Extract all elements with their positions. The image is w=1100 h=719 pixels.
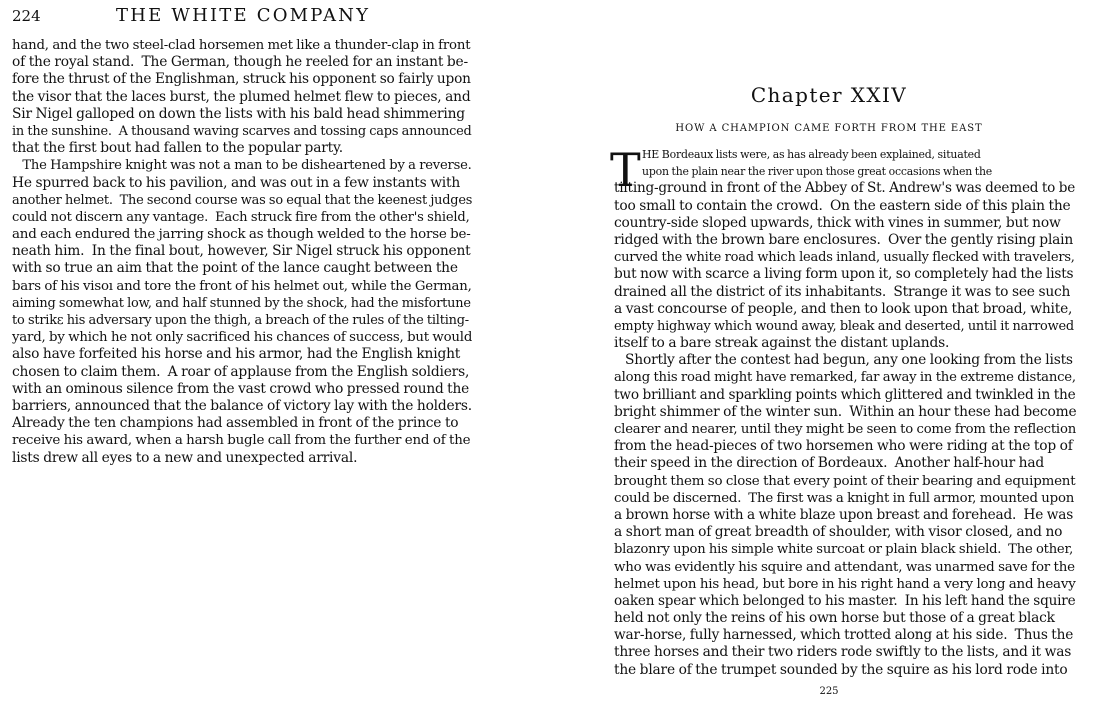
text-line: Shortly after the contest had begun, any one looking from the lists: [614, 352, 1073, 369]
text-line: could not discern any vantage. Each struck fire from the other's shield,: [12, 209, 470, 225]
text-line: The Hampshire knight was not a man to be disheartened by a reverse.: [12, 158, 472, 174]
text-line: and each endured the jarring shock as though welded to the horse be-: [12, 227, 471, 243]
page-number: 225: [819, 686, 839, 697]
text-line: another helmet. The second course was so equal that the keenest judges: [12, 192, 473, 208]
text-line: empty highway which wound away, bleak and deserted, until it narrowed: [614, 318, 1074, 334]
text-line: He spurred back to his pavilion, and was out in a few instants with: [12, 174, 461, 191]
text-line: but now with scarce a living form upon it, so completely had the lists: [614, 266, 1074, 283]
text-line: the visor that the laces burst, the plumed helmet flew to pieces, and: [12, 88, 471, 105]
text-line: along this road might have remarked, far away in the extreme distance,: [614, 370, 1076, 386]
text-line: neath him. In the final bout, however, Sir Nigel struck his opponent: [12, 243, 471, 260]
text-line: a vast concourse of people, and then to look upon that broad, white,: [614, 300, 1073, 317]
text-line: hand, and the two steel-clad horsemen met like a thunder-clap in front: [12, 38, 471, 53]
text-line: Sir Nigel galloped on down the lists with his bald head shimmering: [12, 105, 465, 122]
text-line: held not only the reins of his own horse but those of a great black: [614, 610, 1055, 627]
text-line: fore the thrust of the Englishman, struck his opponent so fairly upon: [12, 71, 471, 88]
text-line: helmet upon his head, but bore in his right hand a very long and heavy: [614, 576, 1076, 592]
text-line: to strikε his adversary upon the thigh, a breach of the rules of the tilting-: [12, 313, 469, 328]
text-line: with an ominous silence from the vast crowd who pressed round the: [12, 380, 469, 397]
text-line: bars of his visoı and tore the front of his helmet out, while the German,: [12, 278, 472, 294]
text-line: three horses and their two riders rode swiftly to the lists, and it was: [614, 644, 1072, 661]
text-line: in the sunshine. A thousand waving scarves and tossing caps announced: [12, 123, 472, 139]
text-line: curved the white road which leads inland, usually flecked with travelers,: [614, 250, 1075, 266]
text-line: itself to a bare streak against the distant uplands.: [614, 335, 950, 352]
text-line: could be discerned. The first was a knight in full armor, mounted upon: [614, 490, 1075, 506]
page-number: 224: [12, 7, 41, 25]
text-line: receive his award, when a harsh bugle call from the further end of the: [12, 433, 471, 449]
text-line: barriers, announced that the balance of victory lay with the holders.: [12, 397, 472, 414]
text-line: war-horse, fully harnessed, which trotted along at his side. Thus the: [614, 627, 1074, 644]
text-line: drained all the district of its inhabitants. Strange it was to see such: [614, 283, 1071, 300]
chapter-title: Chapter XXIV: [750, 83, 908, 107]
text-line: tilting-ground in front of the Abbey of St. Andrew's was deemed to be: [614, 180, 1076, 197]
text-line: with so true an aim that the point of the lance caught between the: [12, 260, 458, 277]
text-line: bright shimmer of the winter sun. Within an hour these had become: [614, 403, 1077, 420]
left-page-text: [12, 37, 473, 467]
running-head: [12, 7, 470, 29]
right-page-text: [614, 146, 1077, 679]
text-line: a brown horse with a white blaze upon breast and forehead. He was: [614, 506, 1074, 523]
text-line: who was evidently his squire and attendant, was unarmed save for the: [614, 559, 1075, 575]
text-line: brought them so close that every point of their bearing and equipment: [614, 473, 1076, 489]
chapter-subtitle: HOW A CHAMPION CAME FORTH FROM THE EAST: [675, 123, 983, 134]
text-line: Already the ten champions had assembled in front of the prince to: [12, 415, 459, 432]
text-line: also have forfeited his horse and his armor, had the English knight: [12, 346, 461, 363]
text-line: clearer and nearer, until they might be seen to come from the reflection: [614, 422, 1076, 437]
text-line: country-side sloped upwards, thick with vines in summer, but now: [614, 214, 1061, 231]
text-line: a short man of great breadth of shoulder, with visor closed, and no: [614, 524, 1063, 541]
text-line: of the royal stand. The German, though he reeled for an instant be-: [12, 54, 468, 71]
text-line: HE Bordeaux lists were, as has already been explained, situated: [642, 148, 981, 161]
text-line: upon the plain near the river upon those great occasions when the: [642, 165, 993, 179]
text-line: the blare of the trumpet sounded by the squire as his lord rode into: [614, 661, 1068, 678]
text-line: yard, by which he not only sacrificed his chances of success, but would: [12, 330, 473, 346]
running-title: THE WHITE COMPANY: [116, 5, 371, 26]
text-line: too small to contain the crowd. On the eastern side of this plain the: [614, 197, 1071, 214]
text-line: their speed in the direction of Bordeaux. Another half-hour had: [614, 455, 1044, 472]
text-line: blazonry upon his simple white surcoat or plain black shield. The other,: [614, 542, 1074, 558]
text-line: from the head-pieces of two horsemen who were riding at the top of: [614, 438, 1073, 455]
text-line: lists drew all eyes to a new and unexpected arrival.: [12, 449, 358, 466]
drop-cap: T: [610, 143, 641, 197]
text-line: chosen to claim them. A roar of applause from the English soldiers,: [12, 363, 470, 380]
text-line: that the first bout had fallen to the popular party.: [12, 140, 343, 157]
text-line: oaken spear which belonged to his master. In his left hand the squire: [614, 592, 1076, 609]
text-line: two brilliant and sparkling points which glittered and twinkled in the: [614, 386, 1076, 403]
text-line: aiming somewhat low, and half stunned by the shock, had the misfortune: [12, 295, 471, 311]
text-line: ridged with the brown bare enclosures. Over the gently rising plain: [614, 231, 1074, 248]
